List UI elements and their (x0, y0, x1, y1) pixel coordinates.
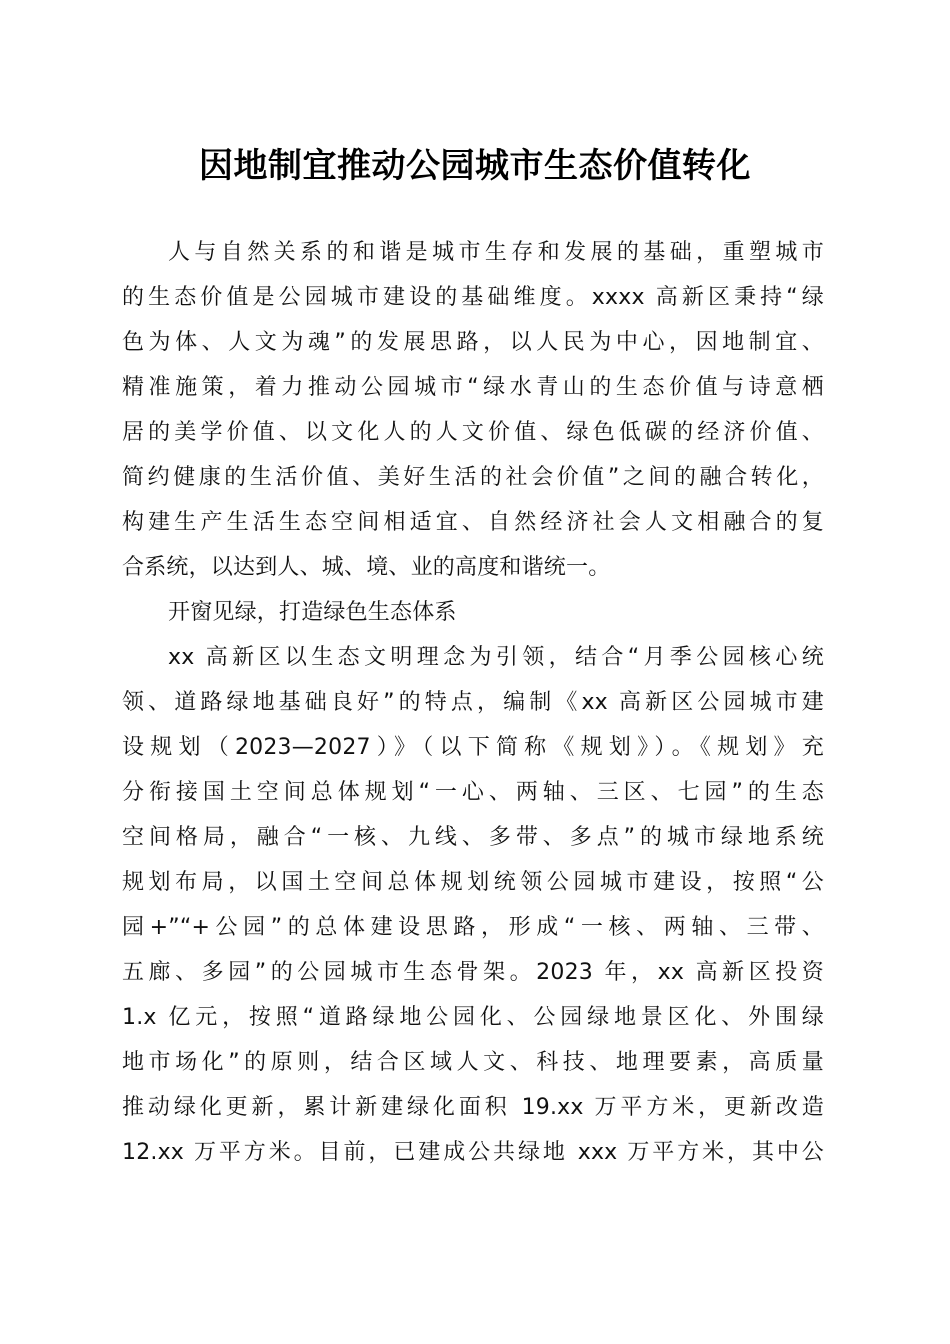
paragraph-line: 居的美学价值、以文化人的人文价值、绿色低碳的经济价值、 (122, 420, 824, 445)
paragraph-line: 规划布局，以国土空间总体规划统领公园城市建设，按照“公 (122, 870, 824, 895)
document-title: 因地制宜推动公园城市生态价值转化 (199, 146, 751, 186)
paragraph-line: 地市场化”的原则，结合区域人文、科技、地理要素，高质量 (122, 1050, 824, 1075)
paragraph-line: 领、道路绿地基础良好”的特点，编制《xx 高新区公园城市建 (122, 690, 824, 715)
paragraph-line: xx 高新区以生态文明理念为引领，结合“月季公园核心统 (168, 645, 824, 670)
paragraph-line: 精准施策，着力推动公园城市“绿水青山的生态价值与诗意栖 (122, 375, 824, 400)
paragraph-line: 人与自然关系的和谐是城市生存和发展的基础，重塑城市 (168, 240, 824, 265)
paragraph-line: 分衔接国土空间总体规划“一心、两轴、三区、七园”的生态 (122, 780, 824, 805)
paragraph-line: 色为体、人文为魂”的发展思路，以人民为中心，因地制宜、 (122, 330, 824, 355)
section-heading: 开窗见绿，打造绿色生态体系 (168, 600, 457, 625)
paragraph-line: 设规划（2023—2027）》（以下简称《规划》）。《规划》充 (122, 735, 824, 760)
paragraph-line: 园+”“+公园”的总体建设思路，形成“一核、两轴、三带、 (122, 915, 824, 940)
paragraph-line: 简约健康的生活价值、美好生活的社会价值”之间的融合转化， (122, 465, 824, 490)
paragraph-line: 构建生产生活生态空间相适宜、自然经济社会人文相融合的复 (122, 510, 824, 535)
paragraph-line: 12.xx 万平方米。目前，已建成公共绿地 xxx 万平方米，其中公 (122, 1140, 824, 1165)
paragraph-line: 推动绿化更新，累计新建绿化面积 19.xx 万平方米，更新改造 (122, 1095, 824, 1120)
paragraph-line: 空间格局，融合“一核、九线、多带、多点”的城市绿地系统 (122, 825, 824, 850)
paragraph-line: 的生态价值是公园城市建设的基础维度。xxxx 高新区秉持“绿 (122, 285, 824, 310)
paragraph-line: 1.x 亿元，按照“道路绿地公园化、公园绿地景区化、外围绿 (122, 1005, 824, 1030)
paragraph-line: 合系统，以达到人、城、境、业的高度和谐统一。 (122, 555, 611, 580)
paragraph-line: 五廊、多园”的公园城市生态骨架。2023 年，xx 高新区投资 (122, 960, 824, 985)
